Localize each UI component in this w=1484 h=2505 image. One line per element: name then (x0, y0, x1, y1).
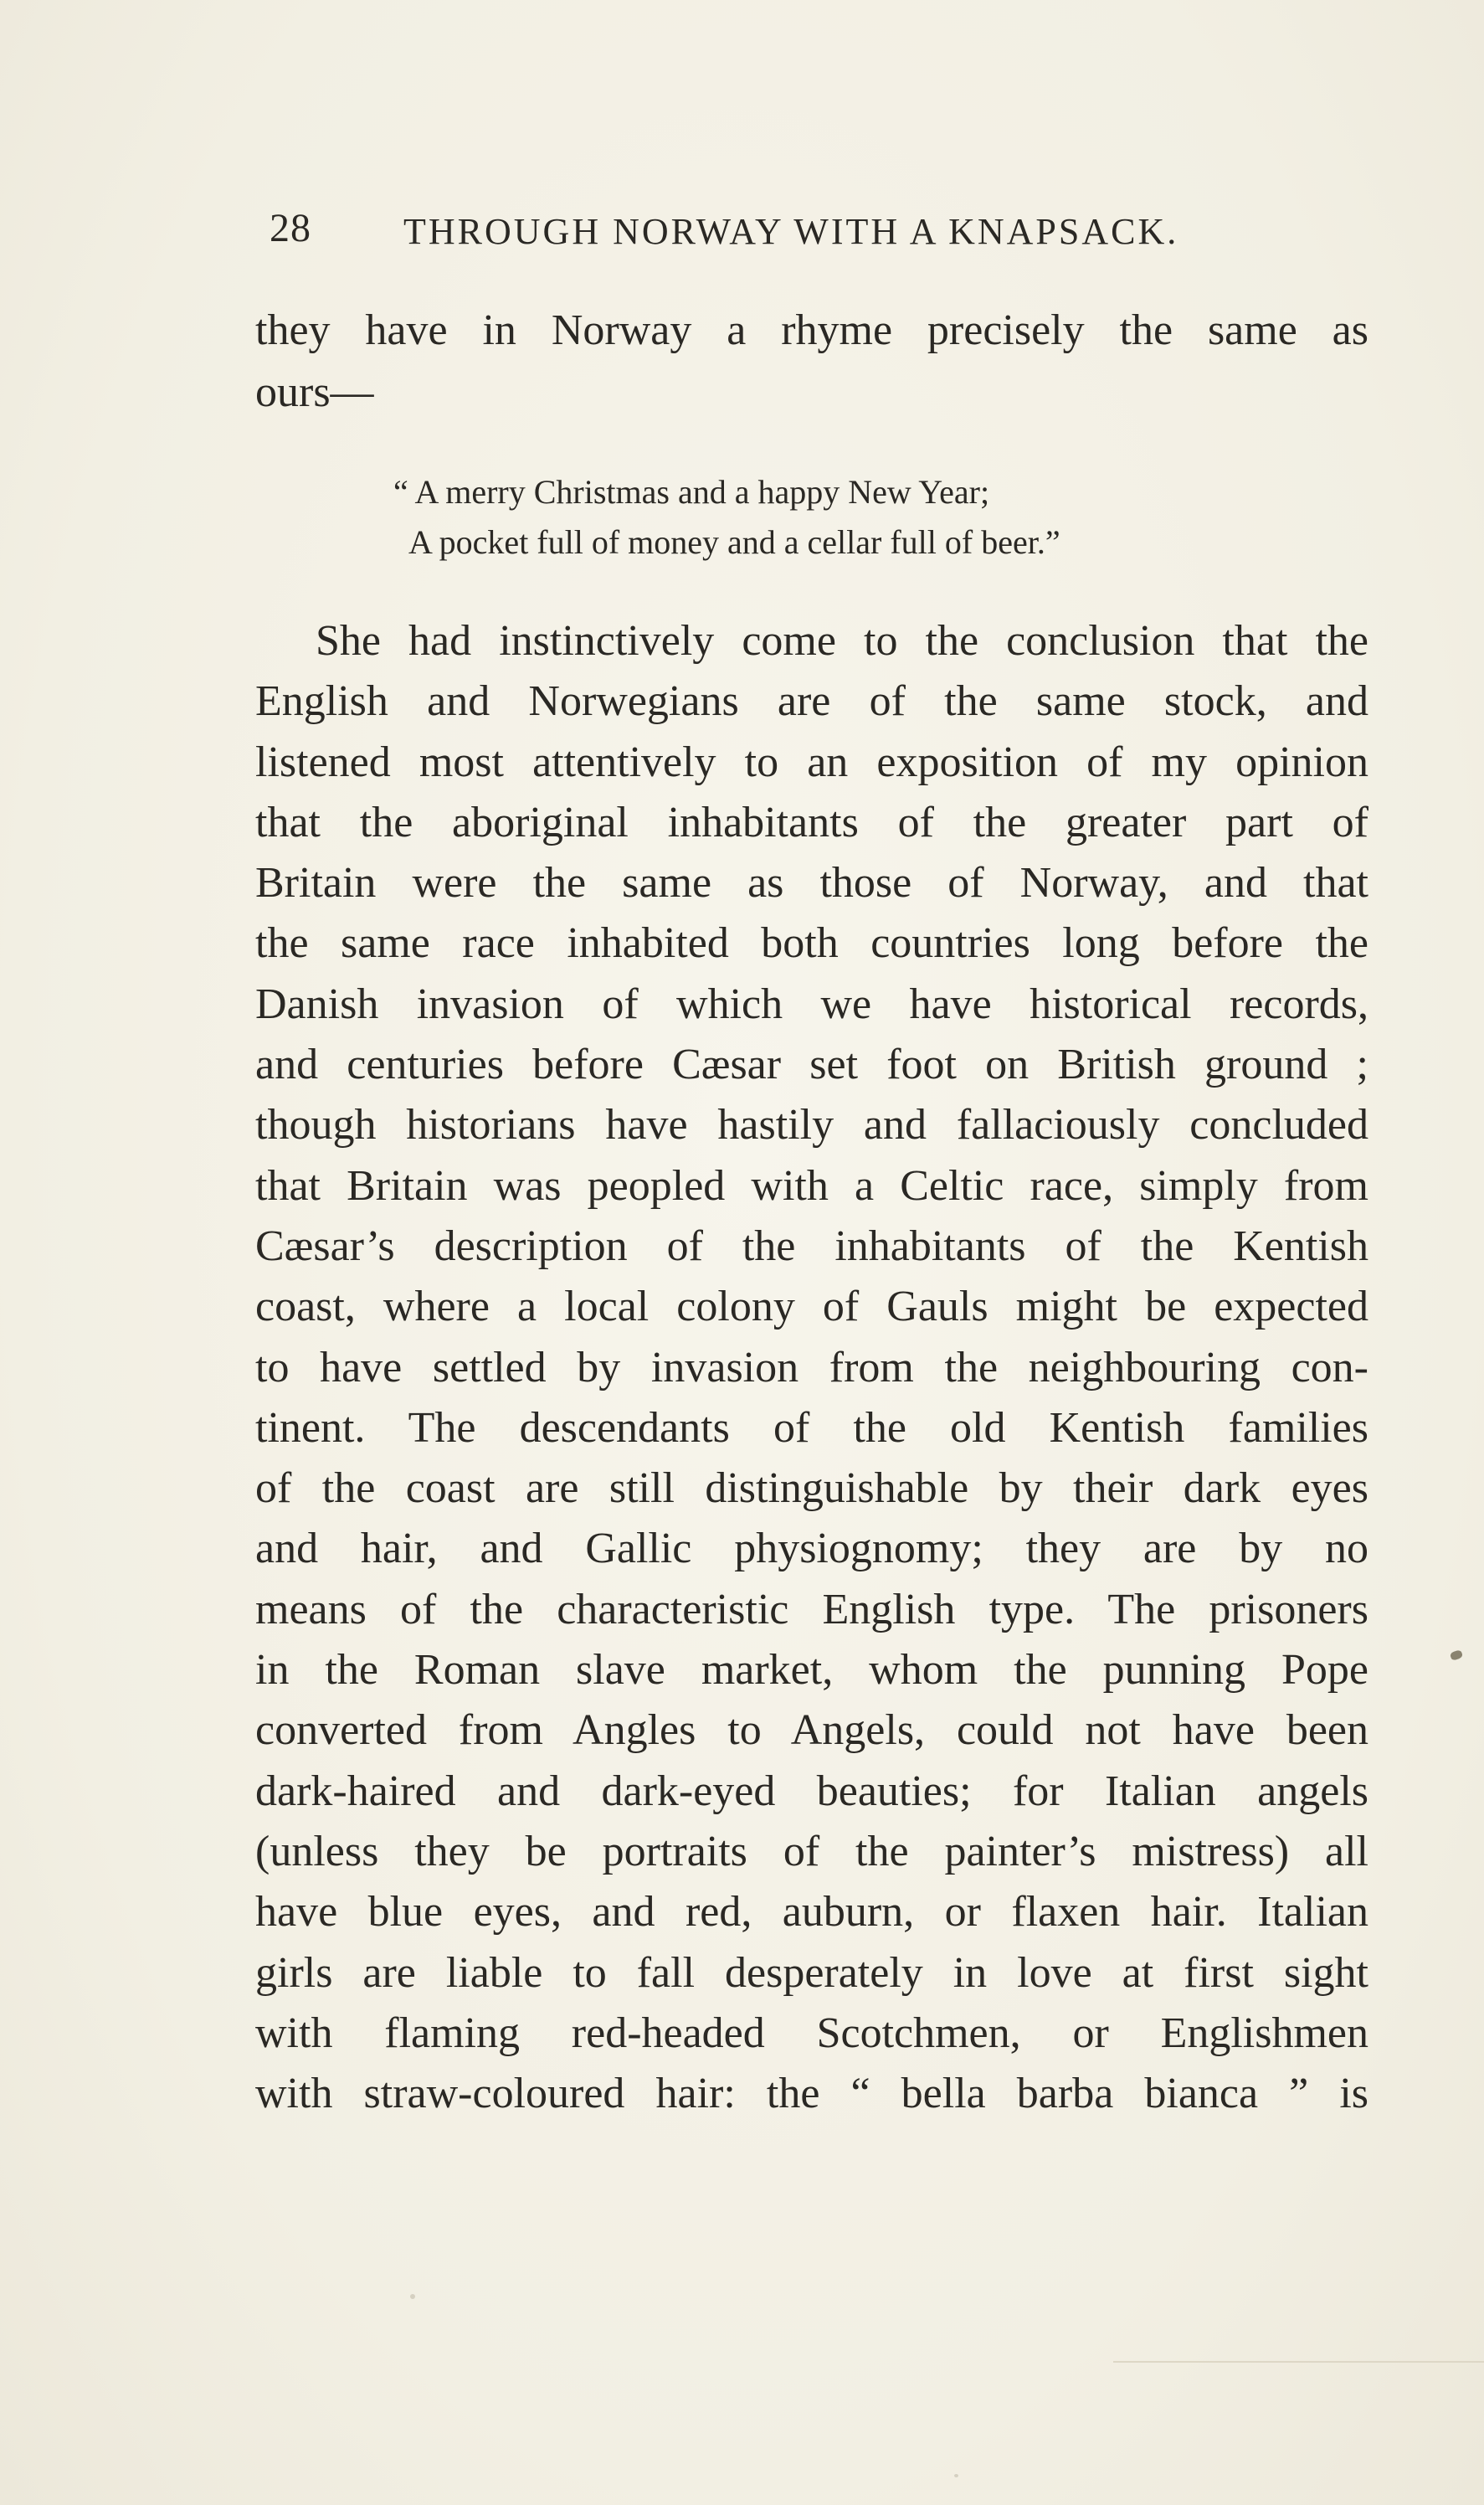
paper-spot (410, 2294, 415, 2299)
text-line: Danish invasion of which we have historical records, (255, 980, 1368, 1028)
text-line: converted from Angles to Angels, could not have been (255, 1706, 1368, 1755)
verse-line: A pocket full of money and a cellar full of beer.” (408, 523, 1060, 561)
page-number: 28 (270, 206, 311, 250)
text-line: with flaming red-headed Scotchmen, or Englishmen (255, 2009, 1368, 2057)
text-line: though historians have hastily and fallaciously concluded (255, 1101, 1368, 1150)
text-line: means of the characteristic English type. The prisoners (255, 1585, 1368, 1633)
paper-crease (1113, 2361, 1484, 2363)
text-line: listened most attentively to an exposition of my opinion (255, 738, 1368, 786)
ink-speck (1450, 1649, 1464, 1661)
text-line: English and Norwegians are of the same stock, and (255, 677, 1368, 726)
text-line: they have in Norway a rhyme precisely the same as (255, 306, 1368, 354)
text-line: (unless they be portraits of the painter’s mistress) all (255, 1827, 1368, 1875)
text-line: girls are liable to fall desperately in love at first sight (255, 1948, 1368, 1997)
intro-paragraph (255, 300, 1368, 424)
verse-line: “ A merry Christmas and a happy New Year; (393, 473, 990, 511)
text-line: tinent. The descendants of the old Kentish families (255, 1403, 1368, 1452)
text-line: the same race inhabited both countries long before the (255, 919, 1368, 968)
text-line: ours— (255, 368, 374, 416)
text-line: in the Roman slave market, whom the punning Pope (255, 1646, 1368, 1695)
text-line: coast, where a local colony of Gauls might be expected (255, 1283, 1368, 1331)
paper-spot (954, 2474, 958, 2477)
text-line: that the aboriginal inhabitants of the greater part of (255, 798, 1368, 846)
text-line: and centuries before Cæsar set foot on British ground ; (255, 1041, 1368, 1089)
text-line: of the coast are still distinguishable by their dark eyes (255, 1464, 1368, 1513)
running-title: THROUGH NORWAY WITH A KNAPSACK. (403, 211, 1179, 252)
text-line: to have settled by invasion from the neighbouring con- (255, 1343, 1368, 1391)
verse-quotation (393, 467, 1230, 568)
text-line: She had instinctively come to the conclusion that the (316, 617, 1368, 665)
body-paragraph (255, 611, 1368, 2124)
text-line: dark-haired and dark-eyed beauties; for Italian angels (255, 1767, 1368, 1815)
page-header (270, 205, 1257, 264)
text-line: that Britain was peopled with a Celtic race, simply from (255, 1161, 1368, 1210)
text-line: and hair, and Gallic physiognomy; they are by no (255, 1525, 1368, 1573)
text-line: Cæsar’s description of the inhabitants of the Kentish (255, 1222, 1368, 1270)
text-line: with straw-coloured hair: the “ bella barba bianca ” is (255, 2070, 1368, 2118)
text-line: Britain were the same as those of Norway, and that (255, 859, 1368, 908)
text-line: have blue eyes, and red, auburn, or flaxen hair. Italian (255, 1888, 1368, 1937)
